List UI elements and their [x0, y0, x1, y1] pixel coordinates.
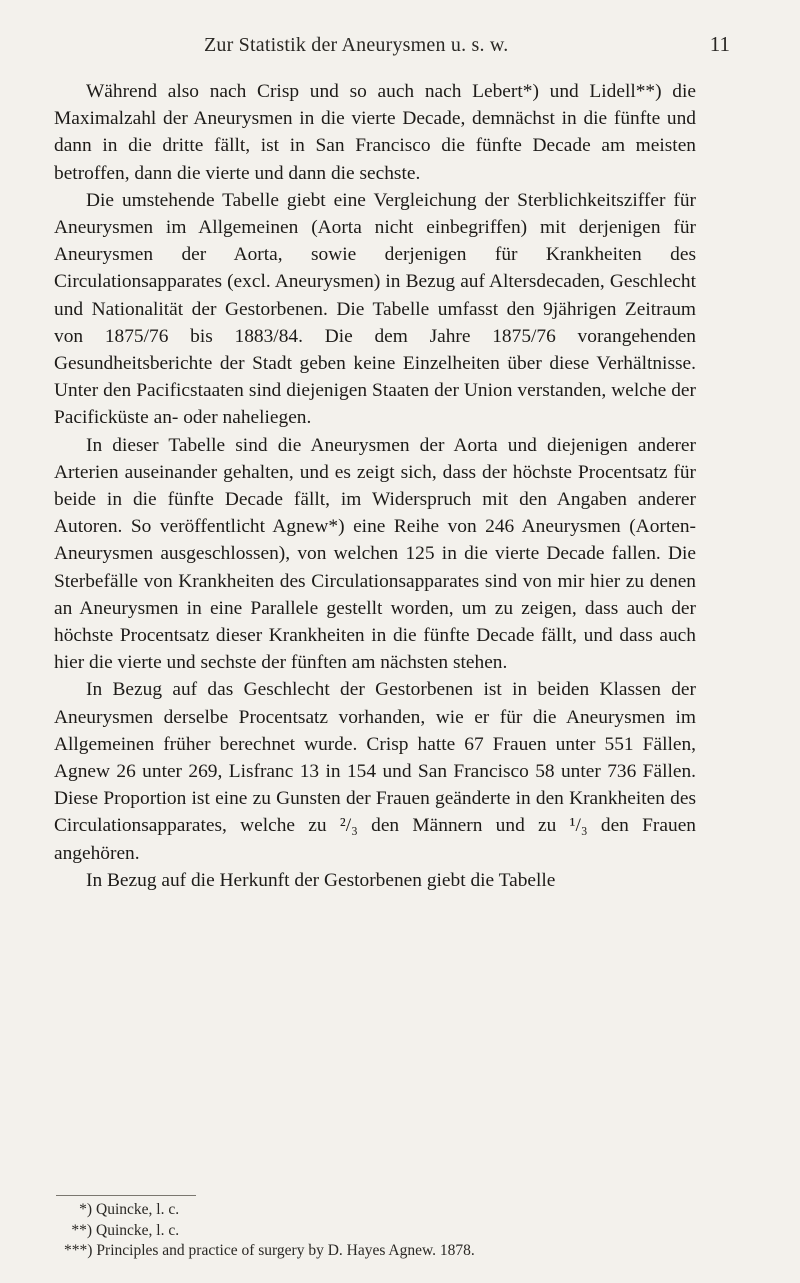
footnote-text: Principles and practice of surgery by D. Hayes Agnew. 1878.	[96, 1242, 475, 1259]
footnote	[64, 1241, 694, 1262]
footnote-divider	[56, 1195, 196, 1196]
footnote-mark: ***)	[64, 1242, 93, 1259]
paragraph-1: Während also nach Crisp und so auch nach Lebert*) und Lidell**) die Maximalzahl der Aneurysmen in die vierte Decade, demnächst in die fünfte und dann in die dritte fällt, ist in San Francisco die fünfte Decade am meisten betroffen, dann die vierte und dann die sechste.	[54, 81, 696, 184]
paragraph-3: In dieser Tabelle sind die Aneurysmen der Aorta und diejenigen anderer Arterien auseinander gehalten, und es zeigt sich, dass der höchste Procentsatz für beide in die fünfte Decade fällt, im Widerspruch mit den Angaben anderer Autoren. So veröffentlicht Agnew*) eine Reihe von 246 Aneurysmen (Aorten-Aneurysmen ausgeschlossen), von welchen 125 in die vierte Decade fallen. Die Sterbefälle von Krankheiten des Circulationsapparates sind von mir hier zu denen an Aneurysmen in eine Parallele gestellt worden, um zu zeigen, dass auch der höchste Procentsatz dieser Krankheiten in die fünfte Decade fällt, und dass auch hier die vierte und sechste der fünften am nächsten stehen.	[54, 434, 696, 674]
footnote-mark: **)	[71, 1221, 92, 1239]
running-title: Zur Statistik der Aneurysmen u. s. w.	[204, 34, 509, 56]
footnote-text: Quincke, l. c.	[96, 1221, 180, 1239]
paragraph-2: Die umstehende Tabelle giebt eine Vergleichung der Sterblichkeitsziffer für Aneurysmen im Allgemeinen (Aorta nicht einbegriffen) mit derjenigen für Aneurysmen der Aorta, sowie derjenigen für Krankheiten des Circulationsapparates (excl. Aneurysmen) in Bezug auf Altersdecaden, Geschlecht und Nationalität der Gestorbenen. Die Tabelle umfasst den 9jährigen Zeitraum von 1875/76 bis 1883/84. Die dem Jahre 1875/76 vorangehenden Gesundheitsberichte der Stadt geben keine Einzelheiten über diese Verhältnisse. Unter den Pacificstaaten sind diejenigen Staaten der Union verstanden, welche der Pacificküste an- oder naheliegen.	[54, 189, 696, 429]
footnote-text: Quincke, l. c.	[96, 1201, 180, 1218]
footnote	[64, 1200, 694, 1221]
body-text	[54, 78, 696, 894]
footnotes	[64, 1200, 694, 1262]
page-number: 11	[709, 32, 730, 56]
footnote	[64, 1221, 694, 1242]
footnote-mark: *)	[79, 1201, 92, 1218]
paragraph-5: In Bezug auf die Herkunft der Gestorbenen giebt die Tabelle	[86, 869, 556, 891]
paragraph-4: In Bezug auf das Geschlecht der Gestorbenen ist in beiden Klassen der Aneurysmen derselbe Procentsatz vorhanden, wie er für die Aneurysmen im Allgemeinen früher berechnet wurde. Crisp hatte 67 Frauen unter 551 Fällen, Agnew 26 unter 269, Lisfranc 13 in 154 und San Francisco 58 unter 736 Fällen. Diese Proportion ist eine zu Gunsten der Frauen geänderte in den Krankheiten des Circulationsapparates, welche zu ²/₃ den Männern und zu ¹/₃ den Frauen angehören.	[54, 679, 696, 864]
